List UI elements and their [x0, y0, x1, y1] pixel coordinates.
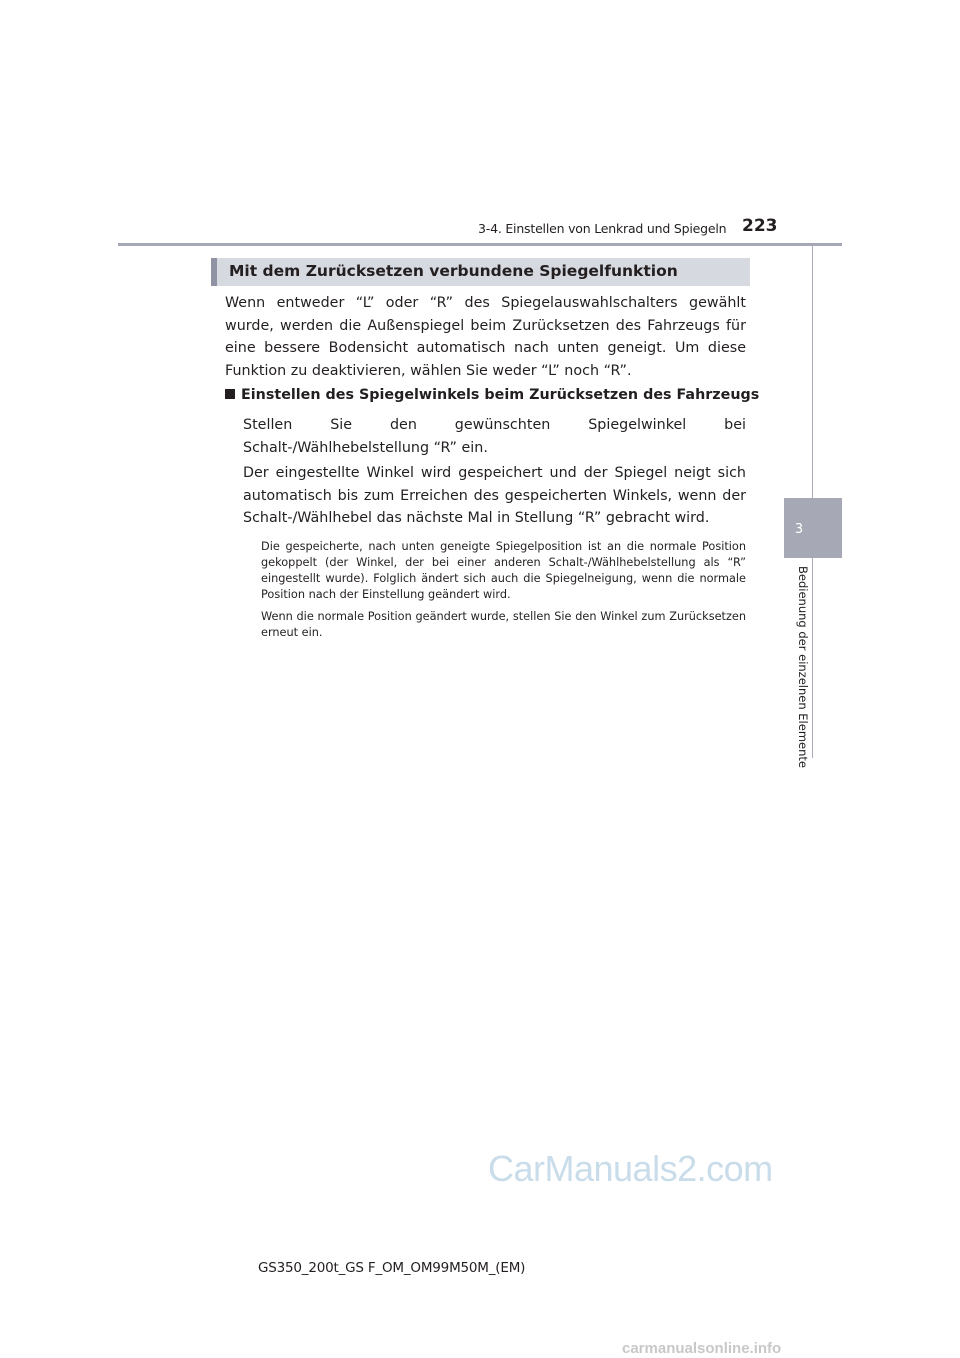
square-bullet-icon: [225, 389, 235, 399]
section-title-bar: [211, 258, 750, 286]
page-number: 223: [742, 216, 778, 236]
chapter-tab: [784, 498, 842, 558]
footer-document-code: GS350_200t_GS F_OM_OM99M50M_(EM): [258, 1260, 526, 1276]
subheading-text: Einstellen des Spiegelwinkels beim Zurücksetzen des Fahrzeugs: [241, 387, 760, 403]
chapter-tab-number: 3: [794, 522, 804, 537]
body-paragraph-1: Stellen Sie den gewünschten Spiegelwinkel bei Schalt-/Wählhebelstellung “R” ein.: [243, 417, 746, 456]
header-rule: [118, 243, 842, 246]
note-paragraph-2: Wenn die normale Position geändert wurde, stellen Sie den Winkel zum Zurücksetzen erneut ein.: [261, 610, 746, 639]
section-title: Mit dem Zurücksetzen verbundene Spiegelfunktion: [229, 262, 678, 280]
body-paragraph-2: Der eingestellte Winkel wird gespeichert und der Spiegel neigt sich automatisch bis zum Erreichen des gespeicherten Winkels, wenn der Schalt-/Wählhebel das nächste Mal in Stellung “R” gebracht wird.: [243, 465, 746, 526]
intro-paragraph: Wenn entweder “L” oder “R” des Spiegelauswahlschalters gewählt wurde, werden die Außenspiegel beim Zurücksetzen des Fahrzeugs für eine bessere Bodensicht automatisch nach unten geneigt. Um diese Funktion zu deaktivieren, wählen Sie weder “L” noch “R”.: [225, 295, 746, 379]
watermark-logo: CarManuals2.com: [488, 1148, 773, 1189]
header-section-title: 3-4. Einstellen von Lenkrad und Spiegeln: [478, 221, 727, 236]
subheading: [225, 387, 760, 403]
note-paragraph-1: Die gespeicherte, nach unten geneigte Spiegelposition ist an die normale Position gekoppelt (der Winkel, der bei einer anderen Schalt-/Wählhebelstellung als “R” eingestellt wurde). Folglich ändert sich auch die Spiegelneigung, wenn die normale Position nach der Einstellung geändert wird.: [261, 540, 746, 601]
watermark-bottom: carmanualsonline.info: [622, 1340, 782, 1357]
chapter-label: Bedienung der einzelnen Elemente: [796, 566, 810, 768]
